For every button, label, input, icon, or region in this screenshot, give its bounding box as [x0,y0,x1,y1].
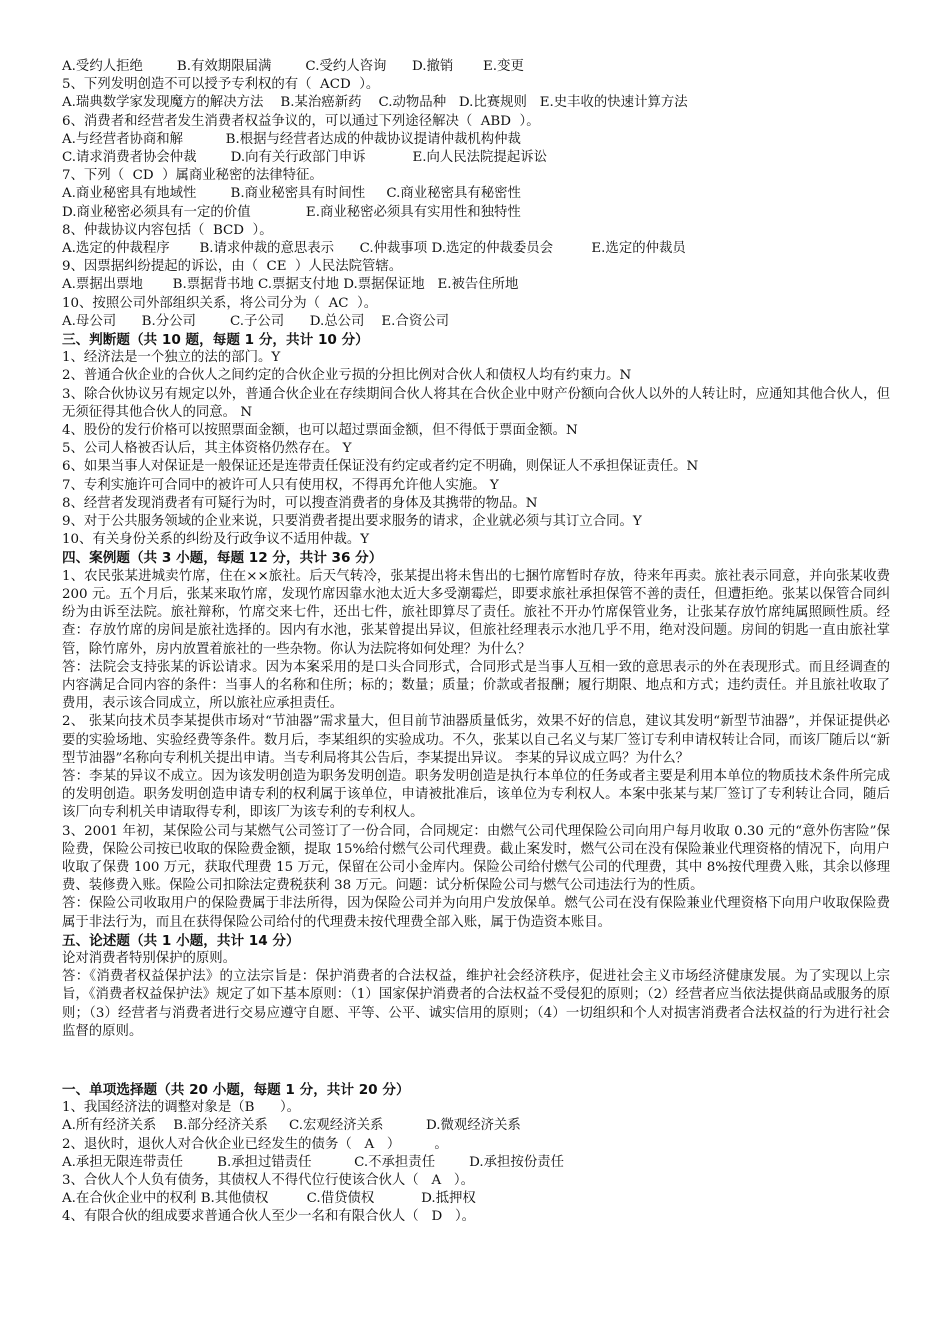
text-line: A.在合伙企业中的权利 B.其他债权 C.借贷债权 D.抵押权 [62,1191,476,1207]
paragraph: 2、普通合伙企业的合伙人之间约定的合伙企业亏损的分担比例对合伙人和债权人均有约束力。N [62,368,632,384]
paragraph: 5、公司人格被否认后，其主体资格仍然存在。 Y [62,441,352,457]
paragraph: 8、经营者发现消费者有可疑行为时，可以搜查消费者的身体及其携带的物品。N [62,495,538,511]
question-line: 1、我国经济法的调整对象是（B ）。 [62,1100,301,1116]
text-line: A.商业秘密具有地域性 B.商业秘密具有时间性 C.商业秘密具有秘密性 [62,186,521,202]
paragraph: 9、对于公共服务领域的企业来说，只要消费者提出要求服务的请求，企业就必须与其订立合同。Y [62,514,642,530]
section-spacer [62,1041,890,1081]
section-heading: 三、判断题（共 10 题，每题 1 分，共计 10 分） [62,332,369,349]
paragraph: 4、股份的发行价格可以按照票面金额，也可以超过票面金额，但不得低于票面金额。N [62,423,578,439]
true-false-section [62,331,890,549]
paragraph: 1、农民张某进城卖竹席，住在××旅社。后天气转冷，张某提出将未售出的七捆竹席暂时存放，待来年再卖。旅社表示同意，并向张某收费 200 元。五个月后，张某来取竹席，发现竹席因靠水池太近大多受潮霉烂，即要求旅社承担保管不善的责任，但遭拒绝。张某以保管合同纠纷为由诉至法院。旅社辩称，竹席交来七件，还出七件，旅社即算尽了责任。旅社不开办竹席保管业务，让张某存放竹席纯属照顾性质。经查：存放竹席的房间是旅社选择的。因内有水池，张某曾提出异议，但旅社经理表示水池几乎不用，绝对没问题。房间的钥匙一直由旅社掌管，除竹席外，房内放置着旅社的一些杂物。你认为法院将如何处理？为什么？ [62,568,890,657]
text-line: A.选定的仲裁程序 B.请求仲裁的意思表示 C.仲裁事项 D.选定的仲裁委员会 E.选定的仲裁员 [62,241,686,257]
paragraph: 3、2001 年初，某保险公司与某燃气公司签订了一份合同，合同规定：由燃气公司代理保险公司向用户每月收取 0.30 元的“意外伤害险”保险费，保险公司按已收取的保险费金额，提取 15%给付燃气公司代理费。截止案发时，燃气公司在没有保险兼业代理资格的情况下，向用户收取了保费 100 万元，获取代理费 15 万元，保留在公司小金库内。保险公司给付燃气公司的代理费，其中 8%按代理费入账，其余以修理费、装修费入账。保险公司扣除法定费税获利 38 万元。问题：试分析保险公司与燃气公司违法行为的性质。 [62,823,890,894]
section-heading: 一、单项选择题（共 20 小题，每题 1 分，共计 20 分） [62,1081,410,1098]
text-line: A.瑞典数学家发现魔方的解决方法 B.某治癌新药 C.动物品种 D.比赛规则 E.史丰收的快速计算方法 [62,95,688,111]
paragraph: 答：法院会支持张某的诉讼请求。因为本案采用的是口头合同形式，合同形式是当事人互相一致的意思表示的外在表现形式。而且经调查的内容满足合同内容的条件：当事人的名称和住所；标的；数量；质量；价款或者报酬；履行期限、地点和方式；违约责任。并且旅社收取了费用，表示该合同成立，所以旅社应承担责任。 [62,659,890,712]
text-line: A.承担无限连带责任 B.承担过错责任 C.不承担责任 D.承担按份责任 [62,1154,564,1170]
text-line: A.所有经济关系 B.部分经济关系 C.宏观经济关系 D.微观经济关系 [62,1118,521,1134]
text-line: A.受约人拒绝 B.有效期限届满 C.受约人咨询 D.撤销 E.变更 [62,59,524,74]
case-study-section [62,549,890,931]
single-choice-section [62,1081,890,1227]
paragraph: 3、除合伙协议另有规定以外，普通合伙企业在存续期间合伙人将其在合伙企业中财产份额向合伙人以外的人转让时，应通知其他合伙人，但无须征得其他合伙人的同意。 N [62,386,890,420]
paragraph: 答：保险公司收取用户的保险费属于非法所得，因为保险公司并为向用户发放保单。燃气公司在没有保险兼业代理资格下向用户收取保险费属于非法行为，而且在获得保险公司给付的代理费未按代理费全部入账，属于伪造资本账目。 [62,896,890,930]
multiple-choice-continuation [62,58,890,331]
paragraph: 1、经济法是一个独立的法的部门。Y [62,350,281,366]
question-line: 2、退伙时，退伙人对合伙企业已经发生的债务（ A ） 。 [62,1136,448,1152]
paragraph: 论对消费者特别保护的原则。 [62,950,237,966]
question-line: 3、合伙人个人负有债务，其债权人不得代位行使该合伙人（ A ）。 [62,1172,474,1188]
paragraph: 6、如果当事人对保证是一般保证还是连带责任保证没有约定或者约定不明确，则保证人不承担保证责任。N [62,459,699,475]
text-line: C.请求消费者协会仲裁 D.向有关行政部门申诉 E.向人民法院提起诉讼 [62,150,547,166]
paragraph: 2、 张某向技术员李某提供市场对“节油器”需求量大，但目前节油器质量低劣，效果不好的信息，建议其发明“新型节油器”，并保证提供必要的实验场地、实验经费等条件。数月后，李某组织的实验成功。不久，张某以自己名义与某厂签订专利申请权转让合同，而该厂随后以“新型节油器”名称向专利机关提出申请。当专利局将其公告后，李某提出异议。 李某的异议成立吗？为什么？ [62,714,890,766]
section-heading: 四、案例题（共 3 小题，每题 12 分，共计 36 分） [62,550,383,567]
section-heading: 五、论述题（共 1 小题，共计 14 分） [62,932,300,949]
question-line: 4、有限合伙的组成要求普通合伙人至少一名和有限合伙人（ D ）。 [62,1209,476,1225]
paragraph: 10、有关身份关系的纠纷及行政争议不适用仲裁。Y [62,532,370,548]
question-line: 9、因票据纠纷提起的诉讼，由（ CE ）人民法院管辖。 [62,259,403,275]
question-line: 7、下列（ CD ）属商业秘密的法律特征。 [62,168,323,184]
essay-section [62,932,890,1041]
question-line: 6、消费者和经营者发生消费者权益争议的，可以通过下列途径解决（ ABD ）。 [62,113,540,129]
text-line: A.母公司 B.分公司 C.子公司 D.总公司 E.合资公司 [62,313,449,329]
paragraph: 答：《消费者权益保护法》的立法宗旨是：保护消费者的合法权益，维护社会经济秩序，促进社会主义市场经济健康发展。为了实现以上宗旨，《消费者权益保护法》规定了如下基本原则：（1）国家保护消费者的合法权益不受侵犯的原则；（2）经营者应当依法提供商品或服务的原则；（3）经营者与消费者进行交易应遵守自愿、平等、公平、诚实信用的原则；（4）一切组织和个人对损害消费者合法权益的行为进行社会监督的原则。 [62,969,890,1039]
text-line: D.商业秘密必须具有一定的价值 E.商业秘密必须具有实用性和独特性 [62,204,521,220]
question-line: 8、仲裁协议内容包括（ BCD ）。 [62,222,273,238]
text-line: A.票据出票地 B.票据背书地 C.票据支付地 D.票据保证地 E.被告住所地 [62,277,519,293]
question-line: 10、按照公司外部组织关系，将公司分为（ AC ）。 [62,295,378,311]
paragraph: 7、专利实施许可合同中的被许可人只有使用权，不得再允许他人实施。 Y [62,477,499,493]
question-line: 5、下列发明创造不可以授予专利权的有（ ACD ）。 [62,77,380,93]
paragraph: 答：李某的异议不成立。因为该发明创造为职务发明创造。职务发明创造是执行本单位的任务或者主要是利用本单位的物质技术条件所完成的发明创造。职务发明创造申请专利的权利属于该单位，申请被批准后，该单位为专利权人。本案中张某与某厂签订了专利转让合同，随后该厂向专利机关申请取得专利，即该厂为该专利的专利权人。 [62,768,890,821]
text-line: A.与经营者协商和解 B.根据与经营者达成的仲裁协议提请仲裁机构仲裁 [62,131,521,147]
